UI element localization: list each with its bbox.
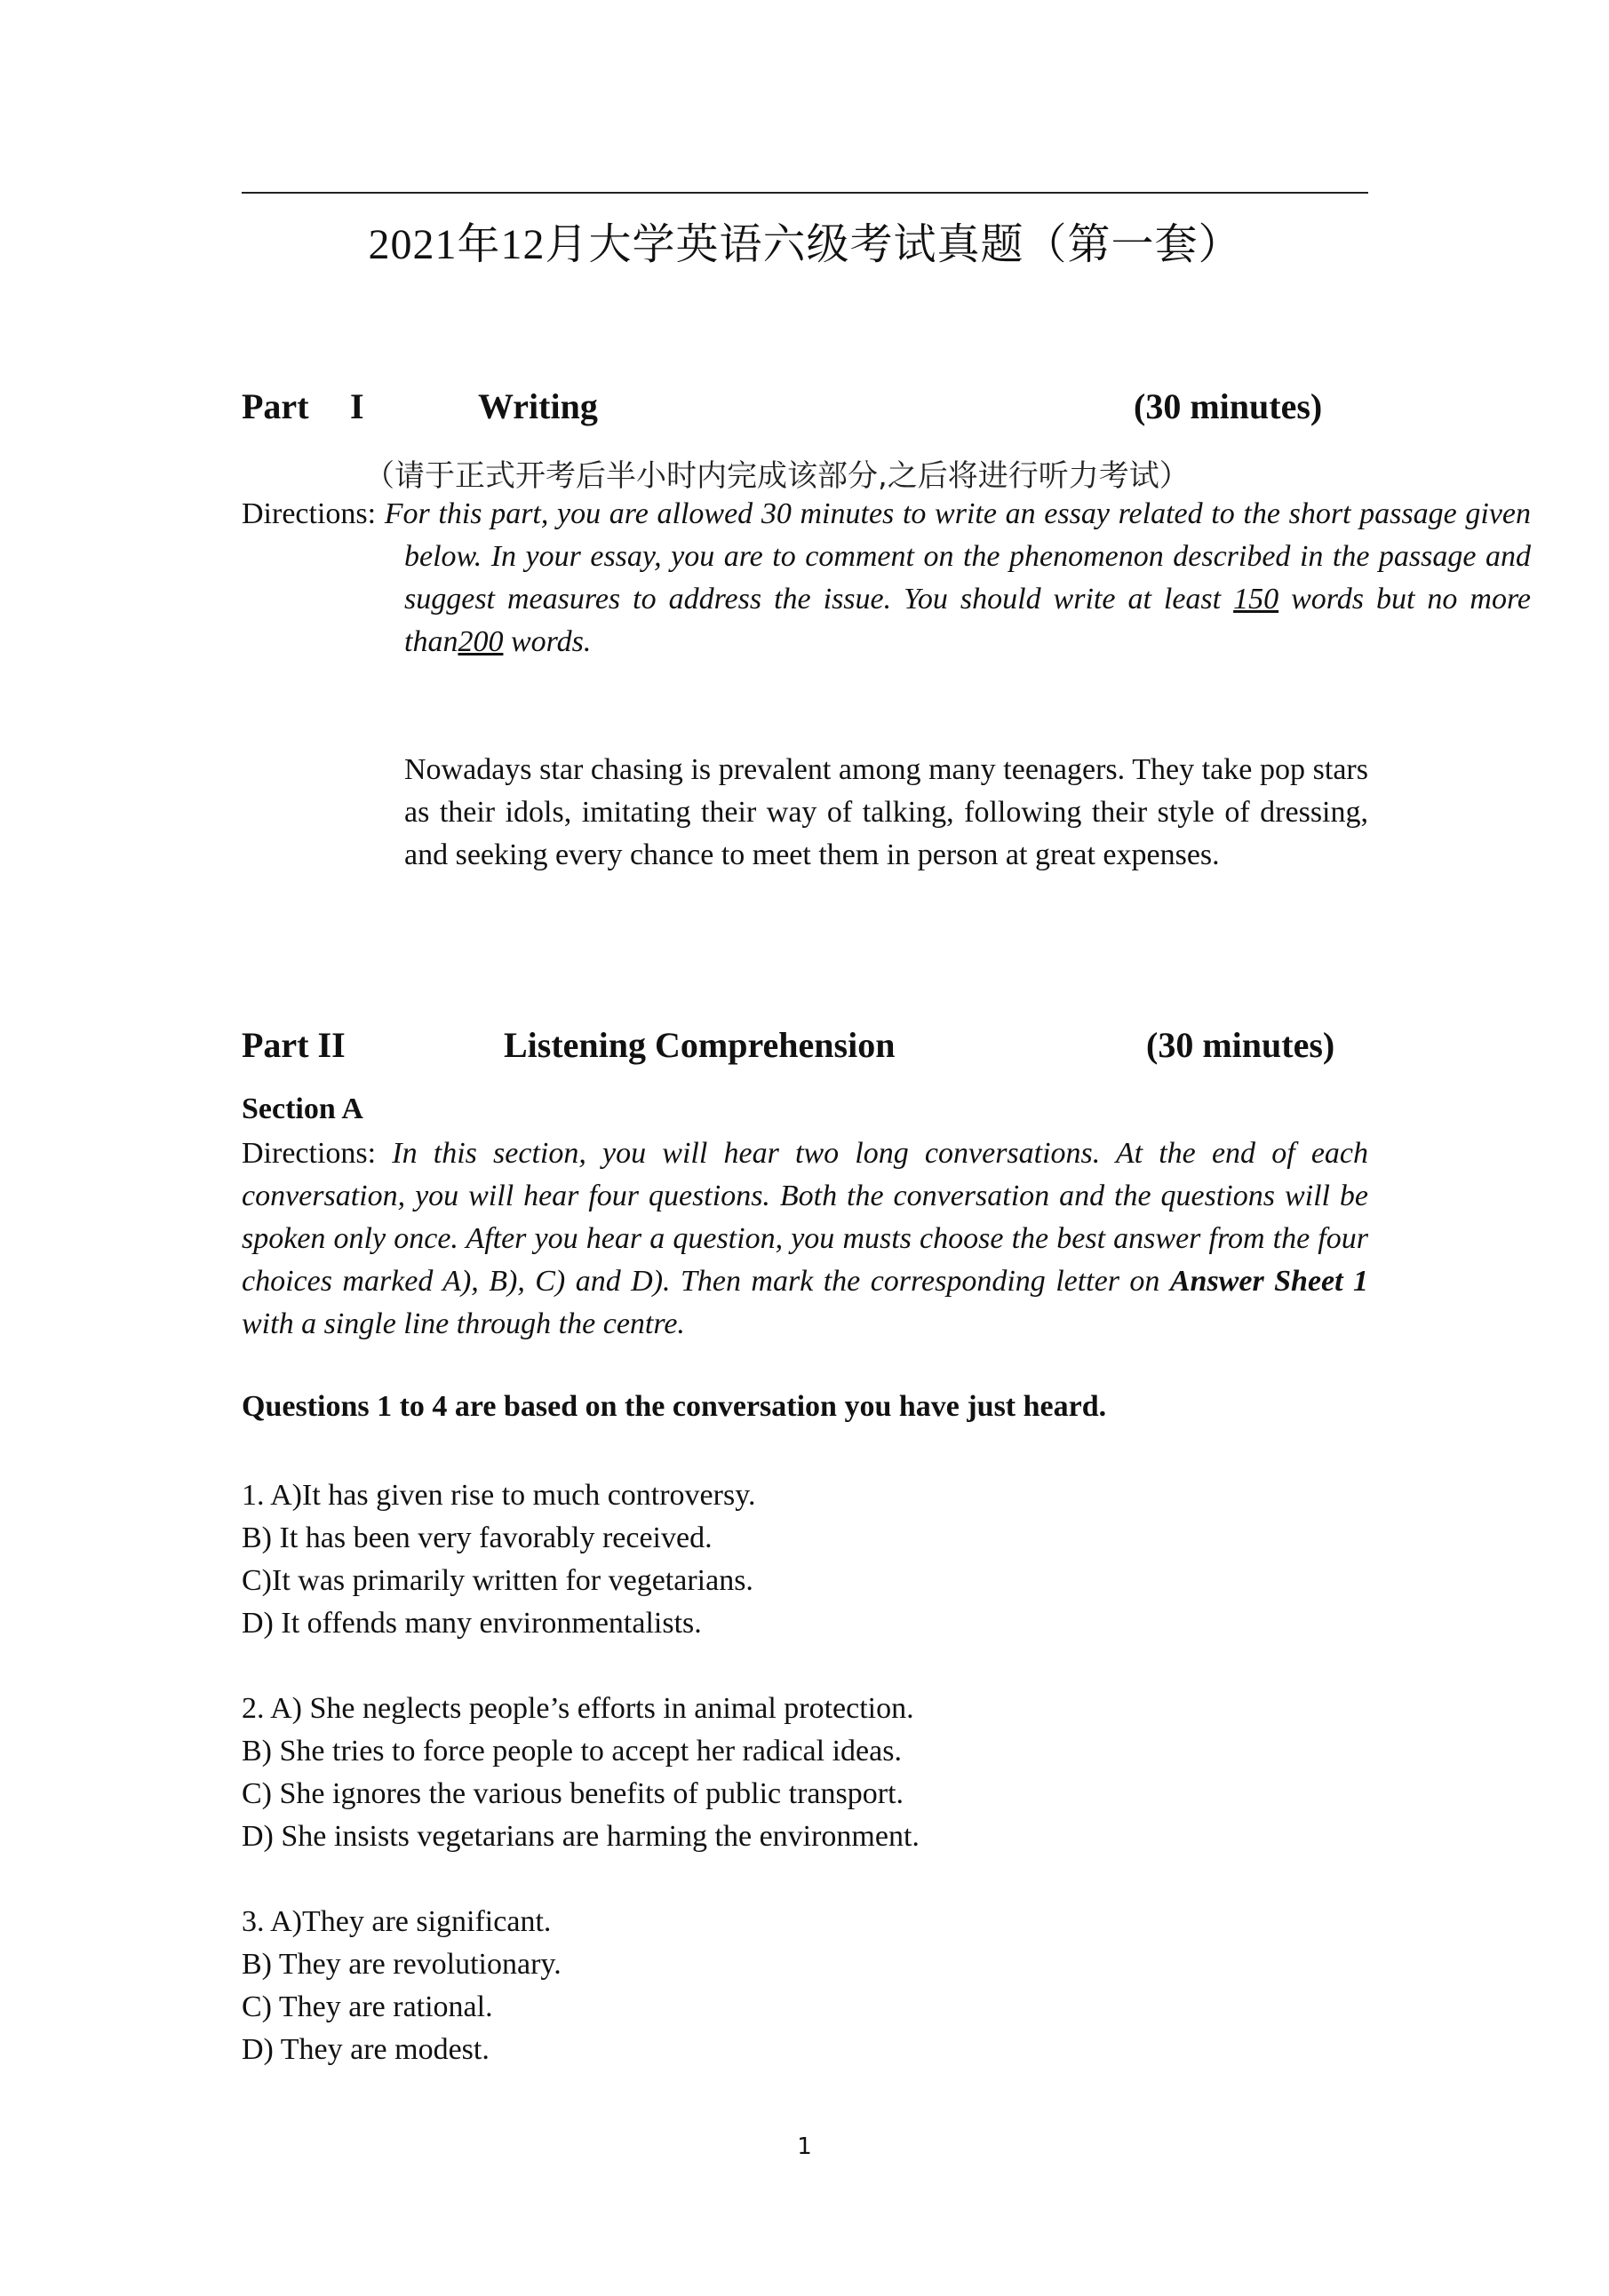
part2-time: (30 minutes) xyxy=(1146,1025,1335,1065)
part1-label: Part xyxy=(242,386,309,426)
directions-text: For this part, you are allowed 30 minutes to write an essay related to the short passage given below. In your essay, you are to comment on the phenomenon described in the passage and suggest measures to address the issue. You should write at least xyxy=(384,497,1532,616)
page-number: 1 xyxy=(797,2133,812,2160)
question-3-option-c: C) They are rational. xyxy=(242,1990,493,2023)
question-2-option-a: 2. A) She neglects people’s efforts in animal protection. xyxy=(242,1692,914,1725)
part2-label: Part II xyxy=(242,1025,346,1065)
part1-directions xyxy=(242,493,1531,663)
directions-text-2: with a single line through the centre. xyxy=(242,1307,685,1340)
directions-text-2: words but no more than xyxy=(404,583,1532,658)
questions-intro: Questions 1 to 4 are based on the conversation you have just heard. xyxy=(242,1390,1107,1423)
part1-note: （请于正式开考后半小时内完成该部分,之后将进行听力考试） xyxy=(364,458,1190,494)
question-2 xyxy=(242,1688,920,1858)
part2-name: Listening Comprehension xyxy=(504,1025,896,1065)
question-2-option-b: B) She tries to force people to accept her radical ideas. xyxy=(242,1735,902,1768)
directions-text: In this section, you will hear two long conversations. At the end of each conversation, you will hear four questions. Both the conversation and the questions will be spoken only once. After you hear a question, you musts choose the best answer from the four choices marked A), B), C) and D). Then mark the corresponding letter on xyxy=(242,1137,1369,1298)
part1-numeral: I xyxy=(350,386,364,426)
question-1-option-d: D) It offends many environmentalists. xyxy=(242,1607,702,1640)
answer-sheet-ref: Answer Sheet 1 xyxy=(1169,1265,1369,1298)
question-1-option-a: 1. A)It has given rise to much controversy. xyxy=(242,1479,756,1512)
directions-label: Directions: xyxy=(242,1137,377,1170)
question-1-option-c: C)It was primarily written for vegetarians. xyxy=(242,1564,753,1597)
writing-passage: Nowadays star chasing is prevalent among many teenagers. They take pop stars as their idols, imitating their way of talking, following their style of dressing, and seeking every chance to meet them in person at great expenses. xyxy=(404,753,1368,871)
part1-name: Writing xyxy=(478,386,598,426)
directions-text-3: words. xyxy=(510,625,592,658)
max-words: 200 xyxy=(458,625,504,658)
directions-label: Directions: xyxy=(242,497,377,530)
question-2-option-c: C) She ignores the various benefits of public transport. xyxy=(242,1777,904,1810)
min-words: 150 xyxy=(1233,583,1279,616)
part1-time: (30 minutes) xyxy=(1134,386,1323,426)
question-3-option-d: D) They are modest. xyxy=(242,2033,490,2066)
question-2-option-d: D) She insists vegetarians are harming the environment. xyxy=(242,1820,920,1853)
part2-directions xyxy=(242,1132,1368,1346)
section-a-heading: Section A xyxy=(242,1092,363,1125)
header-rule xyxy=(242,192,1368,194)
question-1-option-b: B) It has been very favorably received. xyxy=(242,1521,713,1554)
question-3-option-a: 3. A)They are significant. xyxy=(242,1905,552,1938)
question-3 xyxy=(242,1901,562,2071)
question-3-option-b: B) They are revolutionary. xyxy=(242,1948,562,1981)
exam-title: 2021年12月大学英语六级考试真题（第一套） xyxy=(368,221,1242,268)
question-1 xyxy=(242,1474,756,1645)
